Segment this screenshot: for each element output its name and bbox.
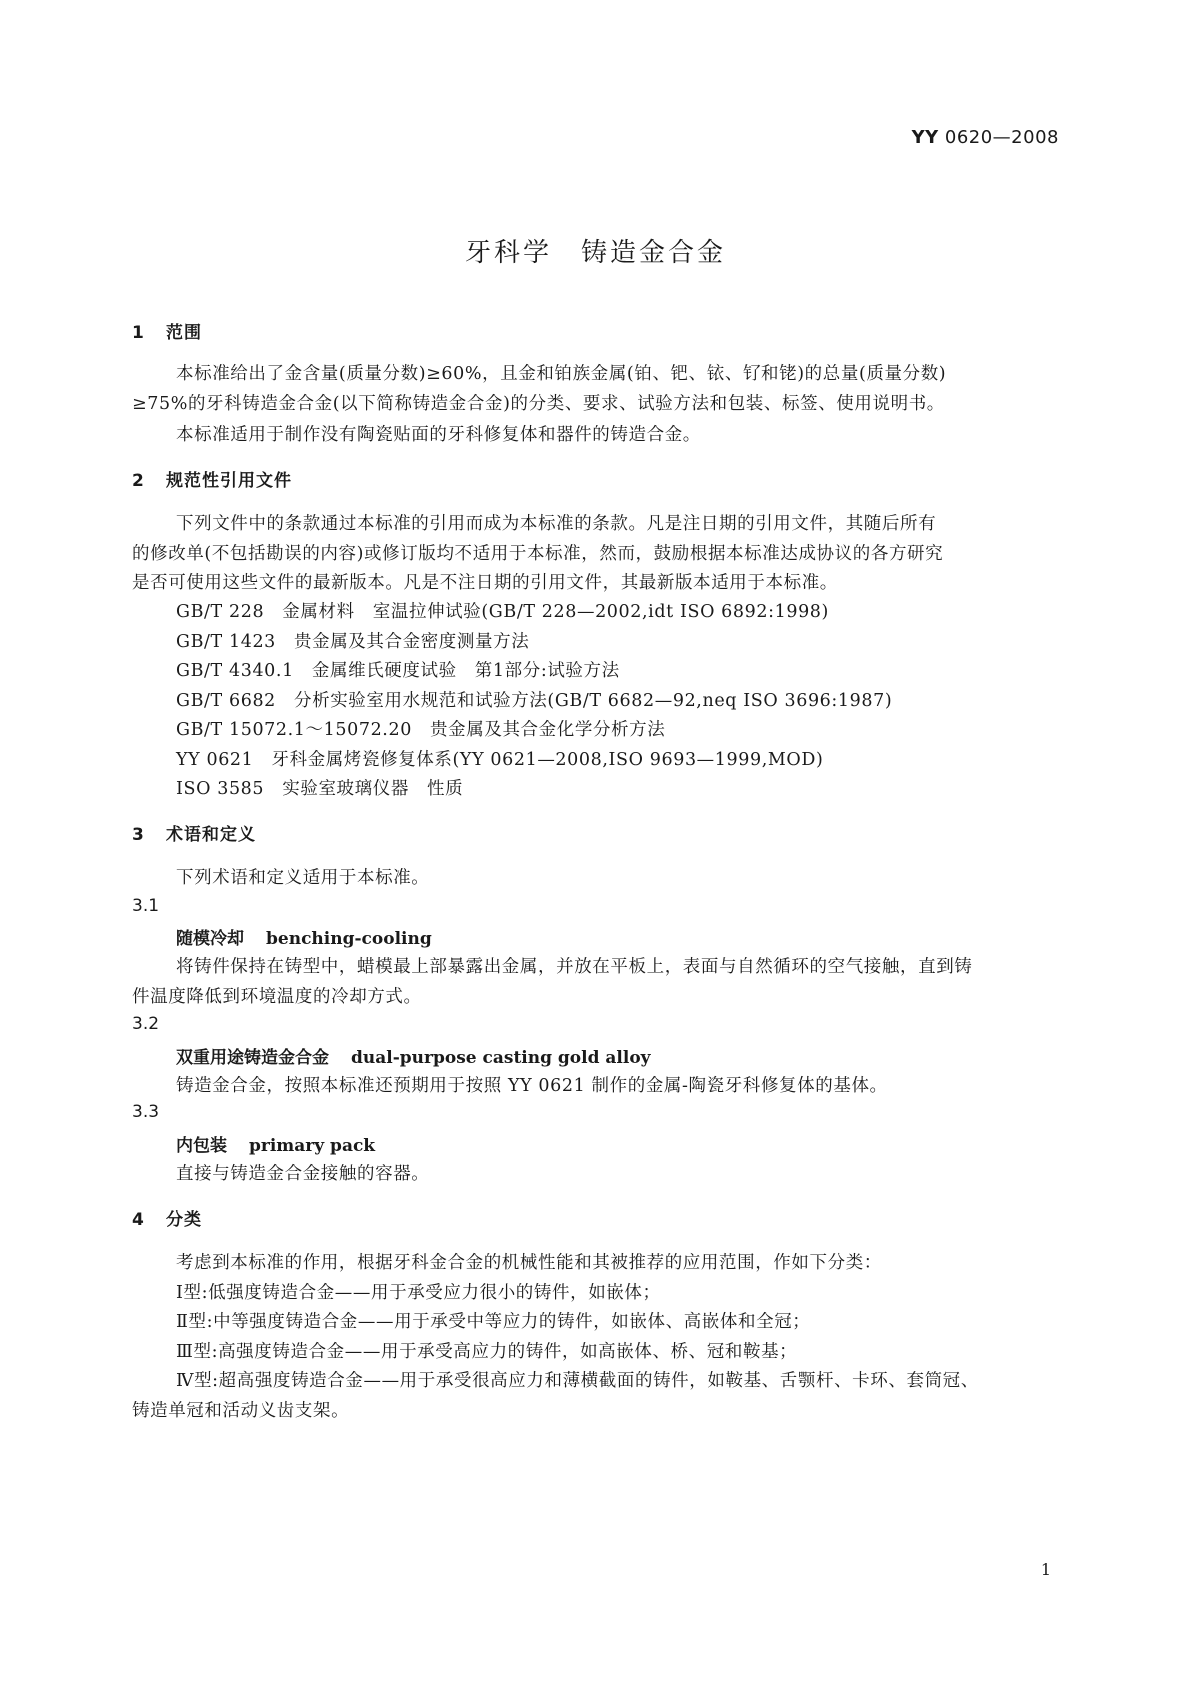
reference-item: GB/T 228 金属材料 室温拉伸试验(GB/T 228—2002,idt ISO 6892:1998) <box>176 602 829 622</box>
normative-intro-line-3: 是否可使用这些文件的最新版本。凡是不注日期的引用文件，其最新版本适用于本标准。 <box>132 573 838 593</box>
page-number: 1 <box>1040 1560 1051 1579</box>
reference-item: GB/T 4340.1 金属维氏硬度试验 第1部分:试验方法 <box>176 661 620 681</box>
term-definition-line-2: 件温度降低到环境温度的冷却方式。 <box>132 987 422 1007</box>
term-english: dual-purpose casting gold alloy <box>351 1048 651 1068</box>
section-number: 3 <box>132 825 145 845</box>
classification-type: Ⅰ型:低强度铸造合金——用于承受应力很小的铸件，如嵌体； <box>176 1283 661 1303</box>
section-number: 2 <box>132 471 145 491</box>
classification-type: Ⅳ型:超高强度铸造合金——用于承受很高应力和薄横截面的铸件，如鞍基、舌颚杆、卡环、套筒冠、 <box>176 1371 979 1391</box>
reference-item: GB/T 1423 贵金属及其合金密度测量方法 <box>176 632 530 652</box>
reference-item: YY 0621 牙科金属烤瓷修复体系(YY 0621—2008,ISO 9693—1999,MOD) <box>176 750 824 770</box>
classification-type-continuation: 铸造单冠和活动义齿支架。 <box>132 1401 350 1421</box>
terms-intro: 下列术语和定义适用于本标准。 <box>176 868 430 888</box>
term-number: 3.1 <box>132 896 160 916</box>
term-definition-line-1: 直接与铸造金合金接触的容器。 <box>176 1164 430 1184</box>
term-heading <box>176 1131 375 1156</box>
classification-type: Ⅲ型:高强度铸造合金——用于承受高应力的铸件，如高嵌体、桥、冠和鞍基； <box>176 1342 798 1362</box>
term-definition-line-1: 铸造金合金，按照本标准还预期用于按照 YY 0621 制作的金属-陶瓷牙科修复体的基体。 <box>176 1076 888 1096</box>
term-definition-line-1: 将铸件保持在铸型中，蜡模最上部暴露出金属，并放在平板上，表面与自然循环的空气接触，直到铸 <box>176 957 973 977</box>
standard-prefix: YY <box>911 127 939 148</box>
standard-code <box>912 127 1059 148</box>
reference-item: GB/T 6682 分析实验室用水规范和试验方法(GB/T 6682—92,neq ISO 3696:1987) <box>176 691 893 711</box>
reference-item: GB/T 15072.1～15072.20 贵金属及其合金化学分析方法 <box>176 720 666 740</box>
section-title: 规范性引用文件 <box>166 471 292 491</box>
section-title: 术语和定义 <box>166 825 256 845</box>
standard-number: 0620—2008 <box>944 127 1059 148</box>
scope-paragraph-1-line-1: 本标准给出了金含量(质量分数)≥60%，且金和铂族金属(铂、钯、铱、钌和铑)的总量(质量分数) <box>176 364 947 384</box>
term-heading <box>176 1043 651 1068</box>
section-2-heading <box>132 466 292 491</box>
section-1-heading <box>132 318 202 343</box>
classification-intro: 考虑到本标准的作用，根据牙科金合金的机械性能和其被推荐的应用范围，作如下分类： <box>176 1253 882 1273</box>
section-number: 4 <box>132 1210 145 1230</box>
document-title: 牙科学 铸造金合金 <box>464 238 726 268</box>
term-english: primary pack <box>249 1136 376 1156</box>
normative-intro-line-1: 下列文件中的条款通过本标准的引用而成为本标准的条款。凡是注日期的引用文件，其随后所有 <box>176 514 937 534</box>
term-english: benching-cooling <box>266 929 432 949</box>
term-chinese: 内包装 <box>176 1136 227 1156</box>
section-title: 分类 <box>166 1210 202 1230</box>
section-title: 范围 <box>166 323 202 343</box>
term-heading <box>176 924 432 949</box>
term-chinese: 随模冷却 <box>176 929 244 949</box>
classification-type: Ⅱ型:中等强度铸造合金——用于承受中等应力的铸件，如嵌体、高嵌体和全冠； <box>176 1312 811 1332</box>
reference-item: ISO 3585 实验室玻璃仪器 性质 <box>176 779 464 799</box>
section-4-heading <box>132 1205 202 1230</box>
normative-intro-line-2: 的修改单(不包括勘误的内容)或修订版均不适用于本标准，然而，鼓励根据本标准达成协议的各方研究 <box>132 544 944 564</box>
scope-paragraph-1-line-2: ≥75%的牙科铸造金合金(以下简称铸造金合金)的分类、要求、试验方法和包装、标签、使用说明书。 <box>132 394 945 414</box>
term-chinese: 双重用途铸造金合金 <box>176 1048 329 1068</box>
term-number: 3.2 <box>132 1014 160 1034</box>
section-3-heading <box>132 820 256 845</box>
section-number: 1 <box>132 323 145 343</box>
term-number: 3.3 <box>132 1102 160 1122</box>
scope-paragraph-2: 本标准适用于制作没有陶瓷贴面的牙科修复体和器件的铸造合金。 <box>176 425 701 445</box>
